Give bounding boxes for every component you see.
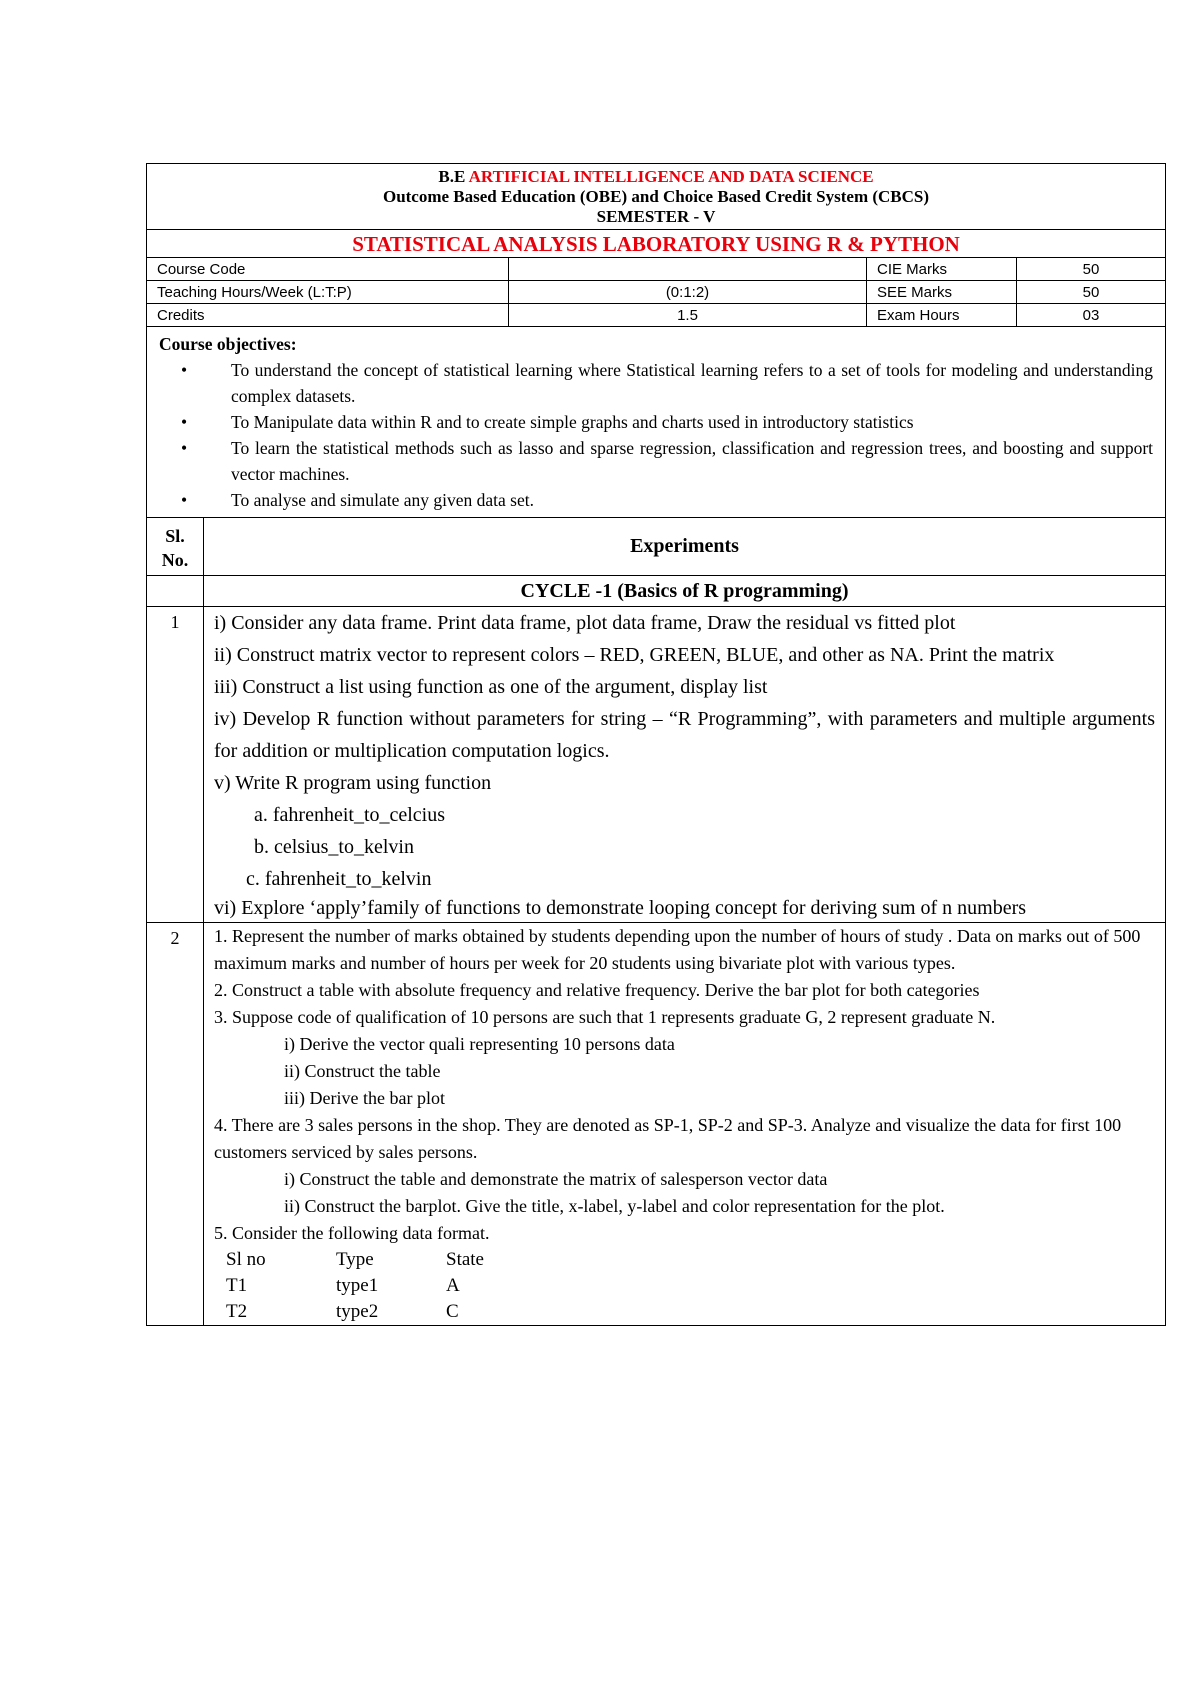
- course-objectives: [147, 327, 1166, 518]
- cycle1-heading: CYCLE -1 (Basics of R programming): [204, 576, 1166, 607]
- experiment-1-row: [147, 607, 1166, 923]
- exp2-item: 5. Consider the following data format.: [214, 1223, 490, 1243]
- exp2-item: 3. Suppose code of qualification of 10 persons are such that 1 represents graduate G, 2 represent graduate N.: [214, 1007, 996, 1027]
- experiments-header-row: [147, 518, 1166, 576]
- degree-prefix: B.E: [438, 167, 466, 186]
- degree-name: ARTIFICIAL INTELLIGENCE AND DATA SCIENCE: [465, 167, 874, 186]
- objective-item: • To understand the concept of statistical learning where Statistical learning refers to a set of tools for modeling and understanding complex datasets.: [231, 357, 1153, 409]
- exp2-subitem: ii) Construct the barplot. Give the title, x-label, y-label and color representation for the plot.: [284, 1196, 945, 1216]
- exp1-subitem: a. fahrenheit_to_celcius: [254, 804, 446, 826]
- semester-line: SEMESTER - V: [596, 207, 716, 226]
- exp2-subitem: ii) Construct the table: [284, 1061, 441, 1081]
- objective-item: • To analyse and simulate any given data set.: [231, 487, 1153, 513]
- scheme-line: Outcome Based Education (OBE) and Choice Based Credit System (CBCS): [382, 187, 930, 206]
- data-format-cell: type1: [336, 1275, 379, 1296]
- experiment-2-number: 2: [147, 923, 204, 1326]
- course-code-value: [509, 258, 867, 281]
- cycle1-row: [147, 576, 1166, 607]
- data-format-cell: A: [446, 1275, 460, 1296]
- degree-line: [153, 167, 1159, 187]
- syllabus-table: [146, 163, 1166, 1326]
- experiment-2-content: [204, 923, 1166, 1326]
- exp2-item: 4. There are 3 sales persons in the shop. They are denoted as SP-1, SP-2 and SP-3. Analyze and visualize the data for first 100 customers serviced by sales persons.: [214, 1115, 1122, 1162]
- teaching-hours-value: (0:1:2): [509, 281, 867, 304]
- data-format-cell: C: [446, 1301, 459, 1322]
- exp1-subitem: b. celsius_to_kelvin: [254, 836, 414, 858]
- see-marks-value: 50: [1017, 281, 1166, 304]
- course-title: STATISTICAL ANALYSIS LABORATORY USING R & PYTHON: [147, 230, 1166, 258]
- exam-hours-value: 03: [1017, 304, 1166, 327]
- see-marks-label: SEE Marks: [867, 281, 1017, 304]
- sl-no-header: Sl. No.: [147, 518, 204, 576]
- experiment-1-content: [204, 607, 1166, 923]
- data-format-header: Sl no: [226, 1249, 266, 1270]
- data-format-cell: type2: [336, 1301, 379, 1322]
- objective-item: • To Manipulate data within R and to create simple graphs and charts used in introductory statistics: [231, 409, 1153, 435]
- data-format-table: [214, 1247, 1155, 1325]
- experiments-header: Experiments: [204, 518, 1166, 576]
- experiment-2-row: [147, 923, 1166, 1326]
- cie-marks-value: 50: [1017, 258, 1166, 281]
- credits-label: Credits: [147, 304, 509, 327]
- bullet-icon: •: [181, 412, 188, 432]
- objectives-heading: Course objectives:: [159, 334, 297, 354]
- cycle1-empty-cell: [147, 576, 204, 607]
- course-code-label: Course Code: [147, 258, 509, 281]
- bullet-icon: •: [181, 490, 188, 510]
- exp1-item: iii) Construct a list using function as one of the argument, display list: [214, 676, 768, 698]
- data-format-header: State: [446, 1249, 484, 1270]
- exp1-item: ii) Construct matrix vector to represent colors – RED, GREEN, BLUE, and other as NA. Print the matrix: [214, 644, 1055, 666]
- exp1-subitem: c. fahrenheit_to_kelvin: [246, 868, 432, 890]
- program-header-row: [147, 164, 1166, 230]
- exp2-item: 1. Represent the number of marks obtained by students depending upon the number of hours of study . Data on marks out of 500 maximum marks and number of hours per week for 20 students using bivariate plot with various types.: [214, 926, 1141, 973]
- program-header: [147, 164, 1166, 230]
- info-row-teaching: [147, 281, 1166, 304]
- data-format-cell: T2: [226, 1301, 248, 1322]
- info-row-credits: [147, 304, 1166, 327]
- exp1-item: vi) Explore ‘apply’family of functions to demonstrate looping concept for deriving sum of n numbers: [214, 897, 1027, 919]
- info-row-course-code: [147, 258, 1166, 281]
- exp2-item: 2. Construct a table with absolute frequency and relative frequency. Derive the bar plot for both categories: [214, 980, 980, 1000]
- exp2-subitem: iii) Derive the bar plot: [284, 1088, 445, 1108]
- objectives-list: [159, 357, 1153, 513]
- objectives-row: [147, 327, 1166, 518]
- course-title-row: [147, 230, 1166, 258]
- exp2-subitem: i) Derive the vector quali representing 10 persons data: [284, 1034, 675, 1054]
- exp2-subitem: i) Construct the table and demonstrate the matrix of salesperson vector data: [284, 1169, 828, 1189]
- exam-hours-label: Exam Hours: [867, 304, 1017, 327]
- data-format-header: Type: [336, 1249, 374, 1270]
- teaching-hours-label: Teaching Hours/Week (L:T:P): [147, 281, 509, 304]
- bullet-icon: •: [181, 360, 188, 380]
- exp1-item: v) Write R program using function: [214, 772, 492, 794]
- objective-item: • To learn the statistical methods such as lasso and sparse regression, classification and regression trees, and boosting and support vector machines.: [231, 435, 1153, 487]
- exp1-item: iv) Develop R function without parameters for string – “R Programming”, with parameters and multiple arguments for addition or multiplication computation logics.: [214, 708, 1156, 762]
- experiment-1-number: 1: [147, 607, 204, 923]
- data-format-cell: T1: [226, 1275, 248, 1296]
- cie-marks-label: CIE Marks: [867, 258, 1017, 281]
- exp1-item: i) Consider any data frame. Print data frame, plot data frame, Draw the residual vs fitted plot: [214, 612, 956, 634]
- credits-value: 1.5: [509, 304, 867, 327]
- syllabus-page: [146, 163, 1165, 1326]
- bullet-icon: •: [181, 438, 188, 458]
